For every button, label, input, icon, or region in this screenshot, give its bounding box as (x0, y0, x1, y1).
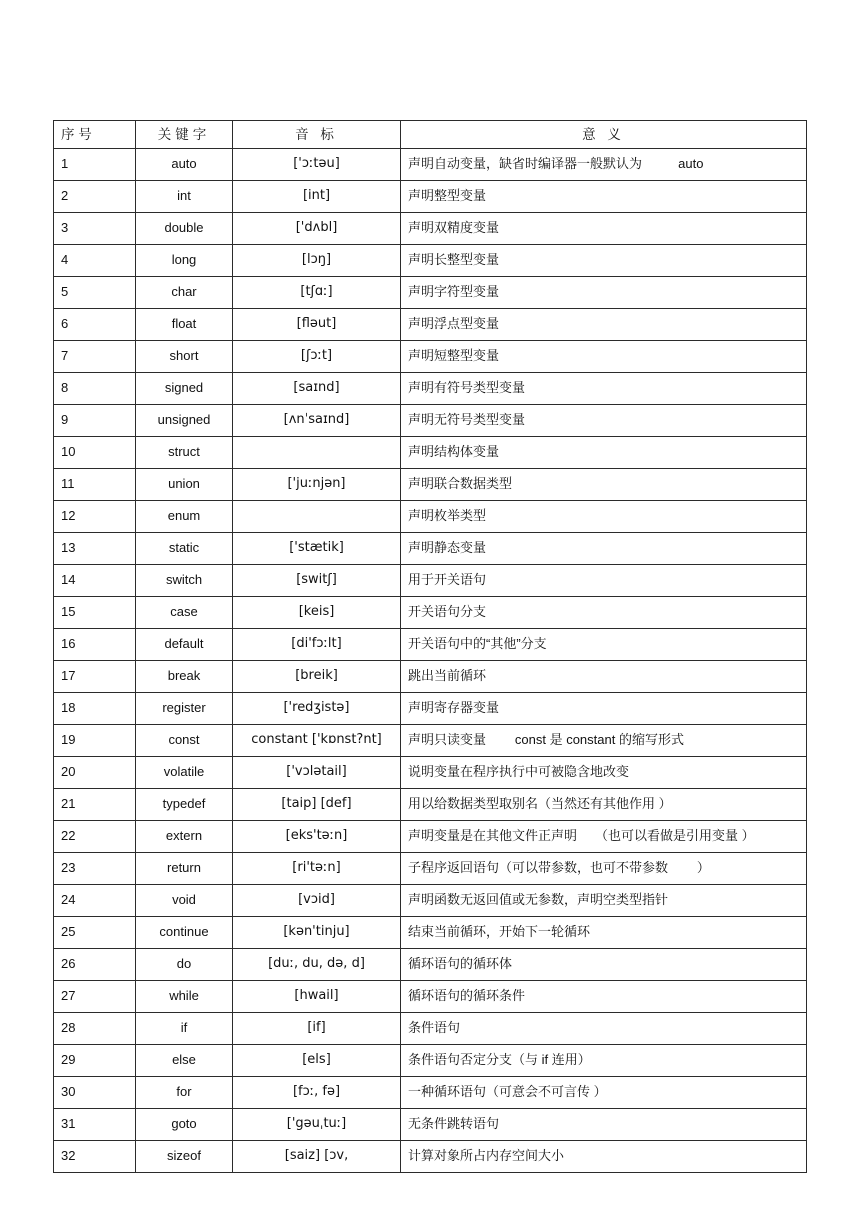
cell-meaning: 声明联合数据类型 (401, 469, 807, 501)
table-row (54, 1109, 807, 1141)
cell-phonetic: ['gəuˌtuː] (233, 1109, 401, 1141)
cell-index: 14 (54, 565, 136, 597)
table-row (54, 597, 807, 629)
cell-phonetic: constant ['kɒnst?nt] (233, 725, 401, 757)
table-row (54, 501, 807, 533)
cell-keyword: const (136, 725, 233, 757)
cell-keyword: if (136, 1013, 233, 1045)
cell-keyword: do (136, 949, 233, 981)
cell-keyword: continue (136, 917, 233, 949)
cell-index: 4 (54, 245, 136, 277)
cell-meaning: 说明变量在程序执行中可被隐含地改变 (401, 757, 807, 789)
cell-phonetic: [hwail] (233, 981, 401, 1013)
cell-phonetic: [duː, du, də, d] (233, 949, 401, 981)
cell-phonetic: [vɔid] (233, 885, 401, 917)
cell-meaning: 循环语句的循环条件 (401, 981, 807, 1013)
cell-meaning: 计算对象所占内存空间大小 (401, 1141, 807, 1173)
cell-phonetic: [els] (233, 1045, 401, 1077)
cell-meaning: 声明短整型变量 (401, 341, 807, 373)
cell-index: 6 (54, 309, 136, 341)
cell-index: 29 (54, 1045, 136, 1077)
table-row (54, 981, 807, 1013)
cell-index: 22 (54, 821, 136, 853)
cell-meaning: 声明枚举类型 (401, 501, 807, 533)
cell-keyword: register (136, 693, 233, 725)
cell-meaning: 声明字符型变量 (401, 277, 807, 309)
cell-meaning: 声明自动变量，缺省时编译器一般默认为 auto (401, 149, 807, 181)
column-header-keyword: 关键字 (136, 121, 233, 149)
cell-meaning: 循环语句的循环体 (401, 949, 807, 981)
cell-phonetic (233, 501, 401, 533)
cell-keyword: case (136, 597, 233, 629)
cell-phonetic: [kən'tinju] (233, 917, 401, 949)
cell-meaning: 用于开关语句 (401, 565, 807, 597)
cell-keyword: int (136, 181, 233, 213)
table-row (54, 693, 807, 725)
table-row (54, 853, 807, 885)
cell-phonetic: [fɔː, fə] (233, 1077, 401, 1109)
cell-index: 20 (54, 757, 136, 789)
cell-phonetic: [saiz] [ɔv, (233, 1141, 401, 1173)
table-row (54, 1141, 807, 1173)
table-header (54, 121, 807, 149)
cell-keyword: char (136, 277, 233, 309)
table-row (54, 149, 807, 181)
cell-index: 16 (54, 629, 136, 661)
cell-keyword: break (136, 661, 233, 693)
keyword-table-container (53, 120, 806, 1173)
table-row (54, 565, 807, 597)
cell-index: 23 (54, 853, 136, 885)
cell-meaning: 结束当前循环，开始下一轮循环 (401, 917, 807, 949)
table-row (54, 469, 807, 501)
cell-keyword: union (136, 469, 233, 501)
cell-index: 10 (54, 437, 136, 469)
cell-meaning: 声明寄存器变量 (401, 693, 807, 725)
cell-phonetic: ['stætik] (233, 533, 401, 565)
cell-meaning: 声明只读变量 const 是 constant 的缩写形式 (401, 725, 807, 757)
cell-index: 1 (54, 149, 136, 181)
table-row (54, 277, 807, 309)
cell-phonetic: [di'fɔːlt] (233, 629, 401, 661)
cell-phonetic: [switʃ] (233, 565, 401, 597)
cell-keyword: auto (136, 149, 233, 181)
cell-index: 15 (54, 597, 136, 629)
cell-phonetic: [ʌnˈsaɪnd] (233, 405, 401, 437)
table-row (54, 1013, 807, 1045)
cell-keyword: volatile (136, 757, 233, 789)
cell-index: 13 (54, 533, 136, 565)
cell-index: 8 (54, 373, 136, 405)
cell-index: 31 (54, 1109, 136, 1141)
cell-meaning: 声明结构体变量 (401, 437, 807, 469)
table-row (54, 949, 807, 981)
column-header-meaning: 意 义 (401, 121, 807, 149)
cell-index: 12 (54, 501, 136, 533)
table-row (54, 1077, 807, 1109)
cell-meaning: 声明浮点型变量 (401, 309, 807, 341)
cell-meaning: 条件语句 (401, 1013, 807, 1045)
table-row (54, 629, 807, 661)
cell-index: 2 (54, 181, 136, 213)
cell-phonetic: [taip] [def] (233, 789, 401, 821)
cell-meaning: 声明无符号类型变量 (401, 405, 807, 437)
table-row (54, 373, 807, 405)
table-row (54, 309, 807, 341)
cell-index: 3 (54, 213, 136, 245)
table-row (54, 661, 807, 693)
table-row (54, 757, 807, 789)
cell-phonetic: [ri'təːn] (233, 853, 401, 885)
cell-phonetic: ['vɔlətail] (233, 757, 401, 789)
table-row (54, 885, 807, 917)
table-row (54, 533, 807, 565)
cell-index: 11 (54, 469, 136, 501)
cell-phonetic: [keis] (233, 597, 401, 629)
column-header-index: 序 号 (54, 121, 136, 149)
cell-meaning: 声明变量是在其他文件正声明 （也可以看做是引用变量 ） (401, 821, 807, 853)
table-row (54, 725, 807, 757)
cell-meaning: 开关语句中的“其他”分支 (401, 629, 807, 661)
cell-index: 17 (54, 661, 136, 693)
cell-phonetic: [int] (233, 181, 401, 213)
cell-keyword: typedef (136, 789, 233, 821)
c-keywords-table (53, 120, 807, 1173)
cell-keyword: return (136, 853, 233, 885)
cell-meaning: 开关语句分支 (401, 597, 807, 629)
cell-phonetic: [tʃɑː] (233, 277, 401, 309)
cell-keyword: float (136, 309, 233, 341)
cell-meaning: 跳出当前循环 (401, 661, 807, 693)
cell-keyword: short (136, 341, 233, 373)
cell-index: 24 (54, 885, 136, 917)
cell-meaning: 声明长整型变量 (401, 245, 807, 277)
cell-keyword: struct (136, 437, 233, 469)
table-row (54, 213, 807, 245)
cell-index: 19 (54, 725, 136, 757)
cell-index: 25 (54, 917, 136, 949)
cell-keyword: double (136, 213, 233, 245)
cell-keyword: void (136, 885, 233, 917)
cell-phonetic: [fləut] (233, 309, 401, 341)
cell-phonetic: [ʃɔːt] (233, 341, 401, 373)
cell-index: 7 (54, 341, 136, 373)
table-row (54, 789, 807, 821)
cell-keyword: static (136, 533, 233, 565)
cell-keyword: switch (136, 565, 233, 597)
cell-index: 30 (54, 1077, 136, 1109)
cell-index: 5 (54, 277, 136, 309)
cell-index: 21 (54, 789, 136, 821)
cell-meaning: 用以给数据类型取别名（当然还有其他作用 ） (401, 789, 807, 821)
table-row (54, 245, 807, 277)
cell-meaning: 声明整型变量 (401, 181, 807, 213)
cell-meaning: 一种循环语句（可意会不可言传 ） (401, 1077, 807, 1109)
cell-index: 27 (54, 981, 136, 1013)
table-row (54, 1045, 807, 1077)
cell-keyword: else (136, 1045, 233, 1077)
cell-phonetic: ['juːnjən] (233, 469, 401, 501)
cell-phonetic: ['ɔːtəu] (233, 149, 401, 181)
cell-phonetic: ['redʒistə] (233, 693, 401, 725)
cell-phonetic: [eks'təːn] (233, 821, 401, 853)
cell-meaning: 无条件跳转语句 (401, 1109, 807, 1141)
cell-meaning: 声明函数无返回值或无参数，声明空类型指针 (401, 885, 807, 917)
cell-meaning: 条件语句否定分支（与 if 连用） (401, 1045, 807, 1077)
cell-phonetic: ['dʌbl] (233, 213, 401, 245)
cell-index: 18 (54, 693, 136, 725)
cell-keyword: goto (136, 1109, 233, 1141)
cell-phonetic: [breik] (233, 661, 401, 693)
cell-keyword: for (136, 1077, 233, 1109)
cell-index: 32 (54, 1141, 136, 1173)
cell-meaning: 声明双精度变量 (401, 213, 807, 245)
table-row (54, 437, 807, 469)
table-header-row (54, 121, 807, 149)
cell-keyword: while (136, 981, 233, 1013)
cell-meaning: 声明静态变量 (401, 533, 807, 565)
cell-keyword: signed (136, 373, 233, 405)
table-row (54, 821, 807, 853)
cell-phonetic: [saɪnd] (233, 373, 401, 405)
cell-index: 9 (54, 405, 136, 437)
table-row (54, 405, 807, 437)
cell-phonetic: [if] (233, 1013, 401, 1045)
table-row (54, 917, 807, 949)
table-row (54, 181, 807, 213)
cell-index: 28 (54, 1013, 136, 1045)
cell-keyword: extern (136, 821, 233, 853)
cell-phonetic: [lɔŋ] (233, 245, 401, 277)
cell-keyword: enum (136, 501, 233, 533)
cell-phonetic (233, 437, 401, 469)
cell-keyword: long (136, 245, 233, 277)
cell-meaning: 子程序返回语句（可以带参数，也可不带参数 ） (401, 853, 807, 885)
cell-meaning: 声明有符号类型变量 (401, 373, 807, 405)
table-row (54, 341, 807, 373)
cell-keyword: default (136, 629, 233, 661)
table-body (54, 149, 807, 1173)
cell-keyword: sizeof (136, 1141, 233, 1173)
column-header-phonetic: 音 标 (233, 121, 401, 149)
cell-index: 26 (54, 949, 136, 981)
cell-keyword: unsigned (136, 405, 233, 437)
